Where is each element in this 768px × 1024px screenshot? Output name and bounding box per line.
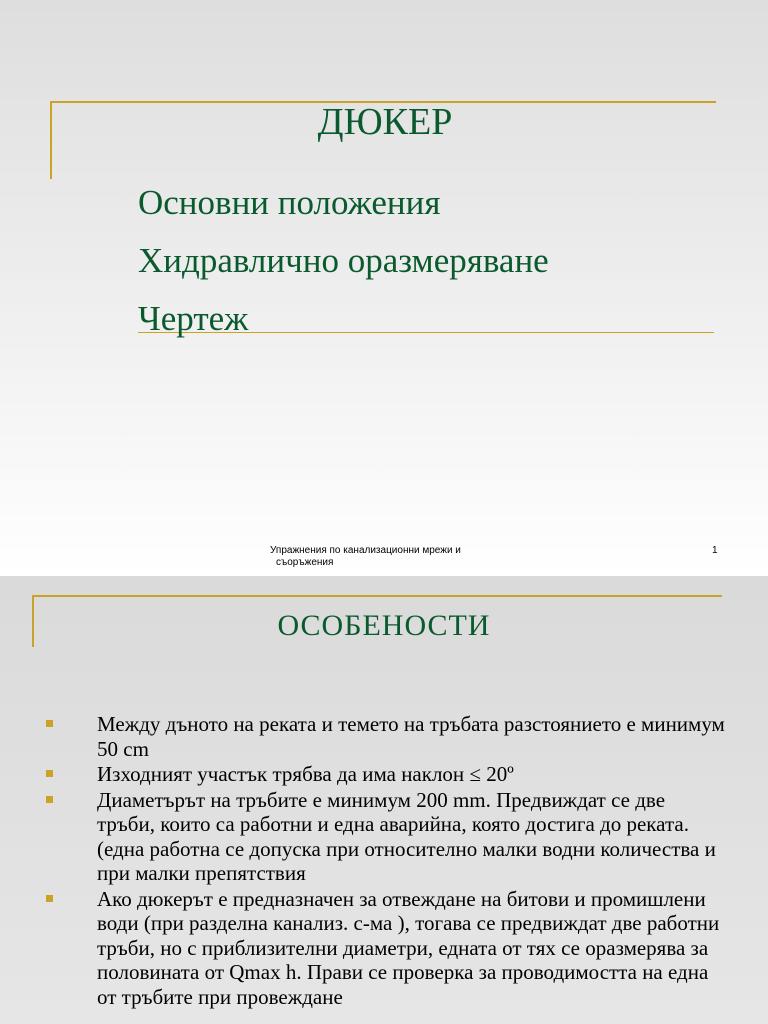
- bullet-item: [46, 788, 726, 886]
- bullet-item: [46, 712, 726, 761]
- topic-item: Чертеж: [138, 299, 249, 338]
- bullet-square-icon: [46, 796, 53, 803]
- slide-title: [0, 98, 768, 146]
- slide-title: ОСОБЕНОСТИ: [277, 609, 491, 642]
- bullet-text: Диаметърът на тръбите е минимум 200 mm. Предвиждат се две тръби, които са работни и една аварийна, която достига до реката. (една работна се допуска при относително малки водни количества и при малки препятствия: [97, 787, 716, 885]
- footer-line-1: Упражнения по канализационни мрежи и: [270, 545, 461, 556]
- page-number: 1: [712, 545, 718, 556]
- bullet-item: [46, 762, 726, 787]
- footer-course-title: [270, 545, 510, 569]
- bullet-list: [46, 712, 726, 1010]
- slide-2: [0, 576, 768, 1024]
- top-rule: [32, 595, 722, 597]
- bullet-square-icon: [46, 720, 53, 727]
- bullet-square-icon: [46, 895, 53, 902]
- footer-line-2: съоръжения: [276, 557, 334, 568]
- bullet-square-icon: [46, 770, 53, 777]
- bullet-text: Ако дюкерът е предназначен за отвеждане на битови и промишлени води (при разделна канализ. с-ма ), тогава се предвиждат две работни тръби, но с приблизителни диаметри, едната от тях се оразмерява за половината от Qmax h. Прави се проверка за проводимостта на една от тръбите при провеждане: [97, 886, 720, 1009]
- topic-item: Хидравлично оразмеряване: [138, 241, 549, 280]
- bullet-text: Между дъното на реката и темето на тръбата разстоянието е минимум 50 cm: [97, 712, 725, 761]
- topic-list: [138, 174, 549, 348]
- topic-item: Основни положения: [138, 183, 441, 222]
- slide-title-text: ДЮКЕР: [317, 101, 453, 143]
- bullet-item: [46, 887, 726, 1010]
- bullet-text: Изходният участък трябва да има наклон ≤ 20º: [97, 762, 514, 786]
